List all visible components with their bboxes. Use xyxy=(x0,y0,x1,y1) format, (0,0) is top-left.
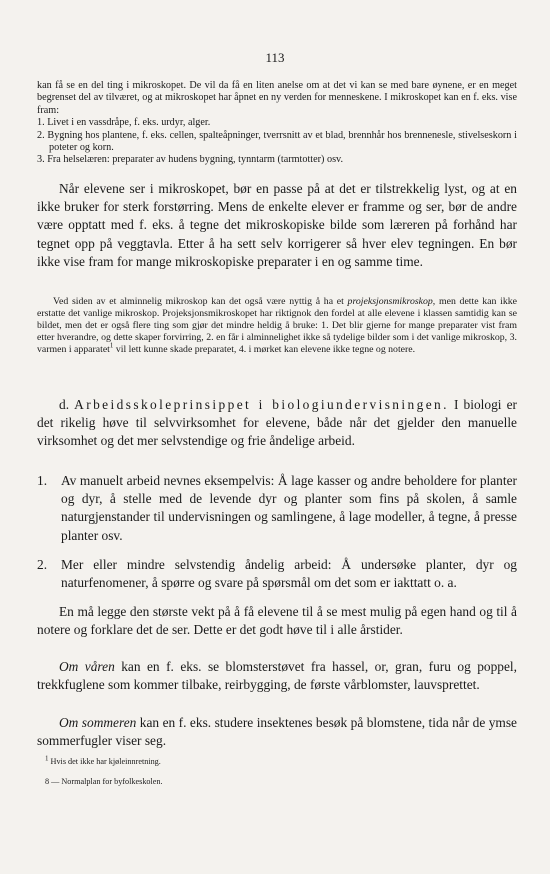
summer-paragraph: Om sommeren kan en f. eks. studere insektenes besøk på blomstene, tida når de ymse sommerfugler viser seg. xyxy=(37,715,517,749)
intro-list-item-1: 1. Livet i en vassdråpe, f. eks. urdyr, alger. xyxy=(37,117,211,129)
printer-signature: 8 — Normalplan for byfolkeskolen. xyxy=(45,777,163,786)
section-d xyxy=(37,396,517,451)
projection-term: projeksjonsmikroskop, xyxy=(347,296,436,307)
section-letter: d. xyxy=(59,397,70,412)
observation-paragraph: En må legge den største vekt på å få elevene til å se mest mulig på egen hand og til å notere og forklare det de ser. Dette er det godt høve til i alle årstider. xyxy=(37,604,517,638)
activity-list xyxy=(37,472,517,592)
footnote-marker: 1 xyxy=(109,341,114,350)
page-number: 113 xyxy=(265,50,285,65)
section-text: I biologi er det rikelig høve til selvvirksomhet for elevene, både når det gjelder den manuelle virksomhet og det mer selvstendige og frie åndelige arbeid. xyxy=(37,397,517,449)
intro-paragraph: kan få se en del ting i mikroskopet. De vil da få en liten anelse om at det vi kan se med bare øynene, er en meget begrenset del av tilværet, og at mikroskopet har åpnet en ny verden for menneskene. I mikroskopet kan en f. eks. vise fram: xyxy=(37,80,517,116)
intro-list-item-2: 2. Bygning hos plantene, f. eks. cellen, spalteåpninger, tverrsnitt av et blad, brennhår hos brennenesle, stivelseskorn i poteter og korn. xyxy=(37,129,517,154)
spring-paragraph: Om våren kan en f. eks. se blomsterstøvet fra hassel, or, gran, furu og poppel, trekkfuglene som kommer tilbake, reirbygging, de første vårblomster, lauvsprettet. xyxy=(37,659,518,693)
list-item: 2. Mer eller mindre selvstendig åndelig arbeid: Å undersøke planter, dyr og naturfenomener, å spørre og svare på spørsmål om det som er iakttatt o. a. xyxy=(37,556,517,591)
microscope-paragraph: Når elevene ser i mikroskopet, bør en passe på at det er tilstrekkelig lyst, og at en ikke bruker for sterk forstørring. Mens de enkelte elever er framme og ser, bør de andre være opptatt med f. eks. å tegne det mikroskopiske bilde som læreren på forhånd har tegnet opp på veggtavla. Etter å ha sett selv korrigerer så hver elev tegningen. En bør ikke vise fram for mange mikroskopiske preparater i en og samme time. xyxy=(37,181,517,269)
projection-note: Ved siden av et alminnelig mikroskop kan det også være nyttig å ha et projeksjonsmikroskop, men dette kan ikke erstatte det vanlige mikroskop. Projeksjonsmikroskopet har riktignok den fordel at alle elevene i klassen samtidig kan se bildet, men det er også flere ting som gjør det mindre heldig å bruke: 1. Det blir gjerne for mange preparater vist fram etter hverandre, og dette skaper forvirring, 2. en får i alminnelighet ikke så tydelige bilder som i det vanlige mikroskop, 3. varmen i apparatet$^1$ vil lett kunne skade preparatet, 4. i mørket kan elevene ikke tegne og notere. xyxy=(37,296,517,355)
list-item: 1. Av manuelt arbeid nevnes eksempelvis: Å lage kasser og andre beholdere for planter og dyr, å stelle med de levende dyr og planter som fins på skolen, å samle naturgjenstander til undervisningen og samlingene, å lage modeller, å tegne, å presse planter osv. xyxy=(37,473,517,543)
intro-block xyxy=(37,80,517,167)
footnote: $^1$ Hvis det ikke har kjøleinnretning. xyxy=(45,754,161,766)
section-heading: Arbeidsskoleprinsippet i biologiundervisningen. xyxy=(74,397,449,412)
intro-list-item-3: 3. Fra helselæren: preparater av hudens bygning, tynntarm (tarmtotter) osv. xyxy=(37,154,344,166)
